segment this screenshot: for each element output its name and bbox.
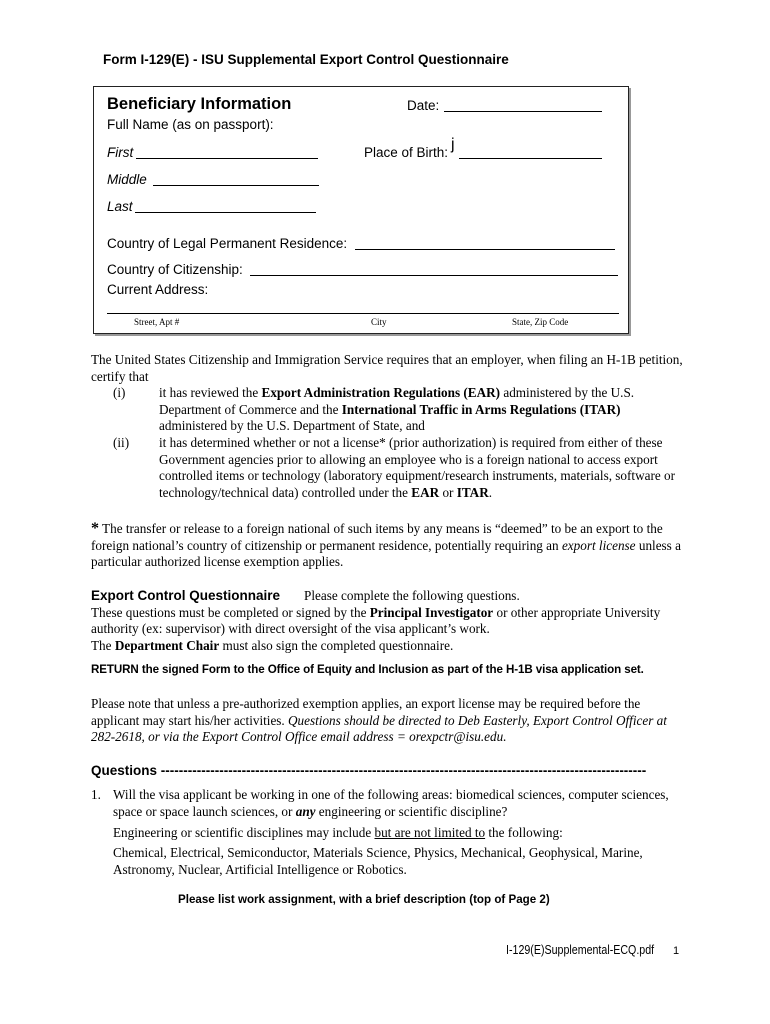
questionnaire-heading: Export Control Questionnaire bbox=[91, 588, 281, 603]
beneficiary-heading: Beneficiary Information bbox=[107, 95, 292, 113]
place-of-birth-input-line[interactable] bbox=[459, 158, 602, 159]
disciplines-list: Chemical, Electrical, Semiconductor, Materials Science, Physics, Mechanical, Geophysical, Marine, Astronomy, Nuclear, Artificial Intelligence or Robotics. bbox=[113, 845, 643, 877]
place-of-birth-value: j bbox=[451, 136, 455, 153]
permanent-residence-input-line[interactable] bbox=[355, 249, 615, 250]
state-zip-caption: State, Zip Code bbox=[512, 317, 569, 327]
contact-info: Questions should be directed to Deb Easterly, Export Control Officer at 282-2618, or via the Export Control Office email address = orexpctr@isu.edu. bbox=[91, 712, 667, 744]
permanent-residence-label: Country of Legal Permanent Residence: bbox=[107, 236, 348, 251]
street-caption: Street, Apt # bbox=[134, 317, 180, 327]
question-1-number: 1. bbox=[91, 787, 101, 802]
middle-name-input-line[interactable] bbox=[153, 185, 319, 186]
city-caption: City bbox=[371, 317, 387, 327]
current-address-label: Current Address: bbox=[107, 282, 209, 297]
last-name-label: Last bbox=[107, 199, 133, 214]
full-name-label: Full Name (as on passport): bbox=[107, 117, 274, 132]
item-2-number: (ii) bbox=[113, 435, 130, 450]
itar-term: International Traffic in Arms Regulations (ITAR) bbox=[341, 401, 621, 417]
date-label: Date: bbox=[407, 98, 440, 113]
page-number: 1 bbox=[673, 945, 680, 957]
date-input-line[interactable] bbox=[444, 111, 602, 112]
form-title: Form I-129(E) - ISU Supplemental Export Control Questionnaire bbox=[103, 52, 509, 67]
first-name-label: First bbox=[107, 145, 134, 160]
intro-lead: The United States Citizenship and Immigration Service requires that an employer, when filing an H-1B petition, certify that bbox=[91, 352, 683, 384]
citizenship-input-line[interactable] bbox=[250, 275, 618, 276]
ear-term: Export Administration Regulations (EAR) bbox=[261, 385, 501, 400]
place-of-birth-label: Place of Birth: bbox=[364, 145, 449, 160]
question-1-text: Will the visa applicant be working in one of the following areas: biomedical sciences, computer sciences, space or space launch sciences, or any engineering or scientific discipline? bbox=[113, 787, 669, 819]
disciplines-intro: Engineering or scientific disciplines may include but are not limited to the following: bbox=[113, 825, 563, 840]
item-2-text: it has determined whether or not a license* (prior authorization) is required from either of these Government agencies prior to allowing an employee who is a foreign national to access export controlled items or technology (laboratory equipment/research instruments, materials, software or technology/technical data) controlled under the EAR or ITAR. bbox=[159, 435, 675, 500]
work-assignment-prompt: Please list work assignment, with a brief description (top of Page 2) bbox=[178, 893, 550, 906]
last-name-input-line[interactable] bbox=[135, 212, 316, 213]
middle-name-label: Middle bbox=[107, 172, 147, 187]
item-1-text: it has reviewed the Export Administration Regulations (EAR) administered by the U.S. Department of Commerce and the International Traffic in Arms Regulations (ITAR) administered by the U.S. Department of State, and bbox=[159, 385, 635, 433]
return-notice: RETURN the signed Form to the Office of Equity and Inclusion as part of the H-1B visa application set. bbox=[91, 663, 644, 676]
license-note: Please note that unless a pre-authorized exemption applies, an export license may be required before the applicant may start his/her activities. Questions should be directed to Deb Easterly, Export Control Officer at 282-2618, or via the Export Control Office email address = orexpctr@isu.edu. bbox=[91, 696, 667, 744]
citizenship-label: Country of Citizenship: bbox=[107, 262, 243, 277]
item-1-number: (i) bbox=[113, 385, 126, 400]
footer-filename: I-129(E)Supplemental-ECQ.pdf bbox=[506, 942, 655, 957]
address-input-line[interactable] bbox=[107, 313, 619, 314]
deemed-export-footnote: * The transfer or release to a foreign national of such items by any means is “deemed” to be an export to the foreign national’s country of citizenship or permanent residence, potentially requiring an export license unless a particular authorized license exemption applies. bbox=[91, 520, 681, 569]
questionnaire-intro: Export Control Questionnaire Please complete the following questions. These questions must be completed or signed by the Principal Investigator or other appropriate University authority (ex: supervisor) with direct oversight of the visa applicant’s work. The Department Chair must also sign the completed questionnaire. bbox=[91, 588, 661, 653]
first-name-input-line[interactable] bbox=[136, 158, 318, 159]
questions-heading: Questions ------------------------------------------------------------------------------------------------------------ bbox=[91, 763, 647, 778]
